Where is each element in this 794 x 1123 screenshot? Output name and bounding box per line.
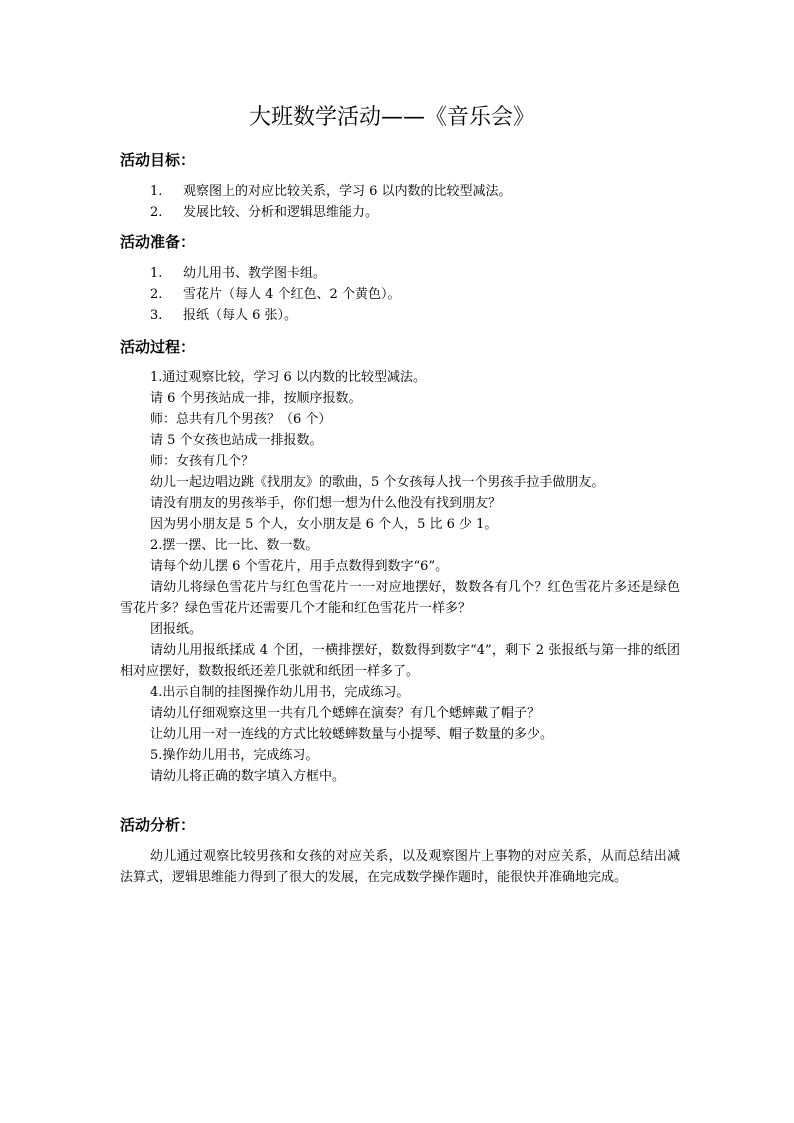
paragraph: 请幼儿将正确的数字填入方框中。 (150, 769, 346, 784)
goals-list (150, 181, 512, 223)
page-title: 大班数学活动——《音乐会》 (248, 105, 535, 130)
paragraph: 1.通过观察比较，学习 6 以内数的比较型减法。 (150, 370, 426, 385)
paragraph: 请幼儿仔细观察这里一共有几个蟋蟀在演奏？有几个蟋蟀戴了帽子？ (150, 706, 541, 721)
list-item: 1. 观察图上的对应比较关系，学习 6 以内数的比较型减法。 (150, 184, 512, 199)
paragraph: 请没有朋友的男孩举手，你们想一想为什么他没有找到朋友？ (150, 496, 502, 511)
goals-heading: 活动目标： (120, 151, 196, 169)
paragraph: 4.出示自制的挂图操作幼儿用书，完成练习。 (150, 685, 410, 700)
paragraph: 师：总共有几个男孩？（6 个） (150, 412, 332, 427)
paragraph: 幼儿通过观察比较男孩和女孩的对应关系，以及观察图片上事物的对应关系，从而总结出减法算式，逻辑思维能力得到了很大的发展，在完成数学操作题时，能很快并准确地完成。 (120, 849, 680, 885)
paragraph: 请 5 个女孩也站成一排报数。 (150, 433, 323, 448)
paragraph: 2.摆一摆、比一比、数一数。 (150, 538, 319, 553)
list-item: 3. 报纸（每人 6 张）。 (150, 308, 298, 323)
analysis-heading: 活动分析： (120, 816, 196, 834)
paragraph: 师：女孩有几个？ (150, 454, 255, 469)
list-item: 1. 幼儿用书、教学图卡组。 (150, 266, 327, 281)
paragraph: 5.操作幼儿用书，完成练习。 (150, 748, 319, 763)
paragraph: 团报纸。 (150, 622, 203, 637)
process-heading: 活动过程： (120, 338, 196, 356)
paragraph: 请每个幼儿摆 6 个雪花片，用手点数得到数字“6”。 (150, 559, 449, 574)
process-body (120, 367, 680, 787)
list-item: 2. 发展比较、分析和逻辑思维能力。 (150, 205, 379, 220)
paragraph: 请幼儿将绿色雪花片与红色雪花片一一对应地摆好，数数各有几个？红色雪花片多还是绿色雪花片多？绿色雪花片还需要几个才能和红色雪花片一样多？ (120, 580, 680, 616)
list-item: 2. 雪花片（每人 4 个红色、2 个黄色）。 (150, 287, 401, 302)
analysis-body (120, 846, 680, 888)
paragraph: 幼儿一起边唱边跳《找朋友》的歌曲，5 个女孩每人找一个男孩手拉手做朋友。 (150, 475, 605, 490)
paragraph: 因为男小朋友是 5 个人，女小朋友是 6 个人，5 比 6 少 1。 (150, 517, 498, 532)
paragraph: 请幼儿用报纸揉成 4 个团，一横排摆好，数数得到数字“4”，剩下 2 张报纸与第一排的纸团相对应摆好，数数报纸还差几张就和纸团一样多了。 (120, 643, 680, 679)
prep-heading: 活动准备： (120, 233, 196, 251)
paragraph: 让幼儿用一对一连线的方式比较蟋蟀数量与小提琴、帽子数量的多少。 (150, 727, 554, 742)
prep-list (150, 263, 400, 326)
paragraph: 请 6 个男孩站成一排，按顺序报数。 (150, 391, 362, 406)
